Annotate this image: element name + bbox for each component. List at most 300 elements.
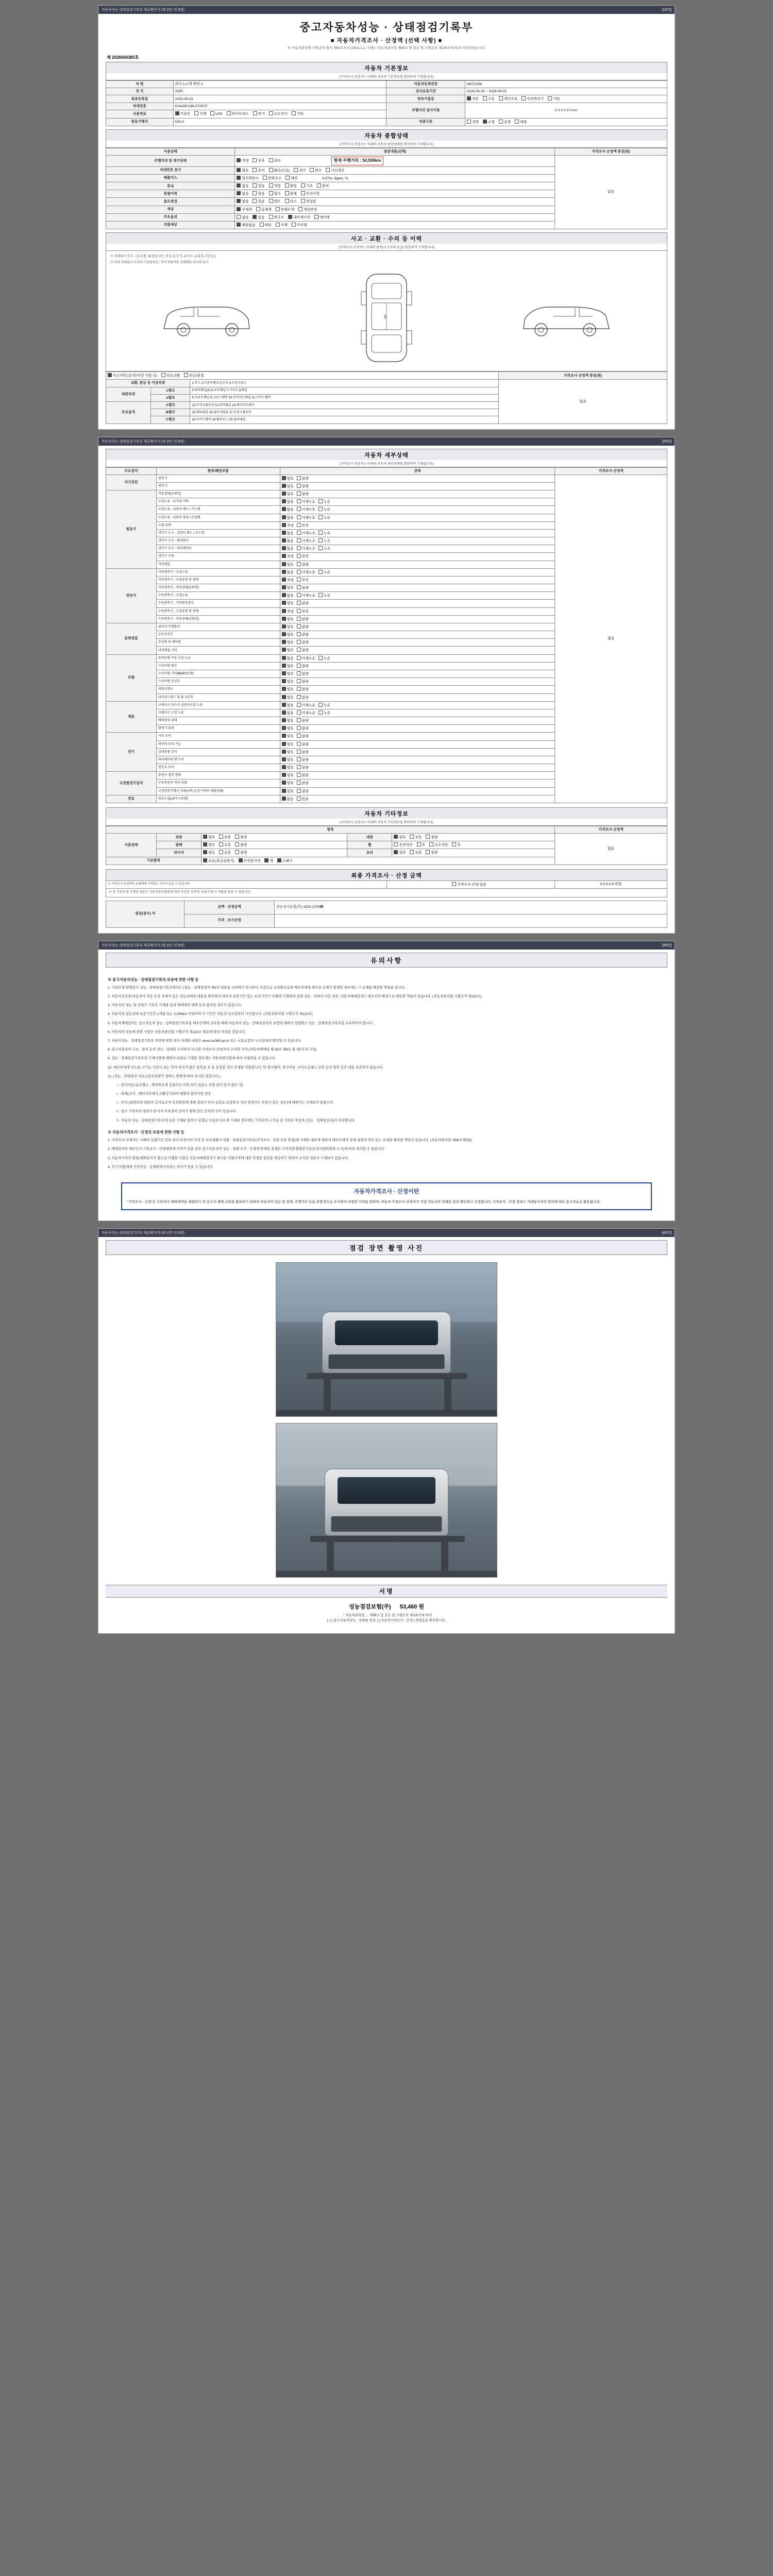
sheet-1-topbar (98, 6, 675, 14)
checkbox-불량[interactable]: 불량 (297, 781, 309, 786)
table-row (106, 880, 667, 888)
checkbox-accident-history[interactable]: 사고이력 (유/무/미상 사항 등) (108, 373, 157, 378)
table-row (106, 380, 667, 387)
checkbox-미세누수[interactable]: 미세누수 (297, 538, 315, 544)
checkbox-vin-damage[interactable]: 훼손(오손) (269, 168, 290, 173)
checkbox-부족[interactable]: 부족 (297, 554, 309, 559)
checkbox-없음[interactable]: 없음 (282, 656, 294, 661)
checkbox-없음[interactable]: 없음 (282, 570, 294, 575)
checkbox-glass-good[interactable]: 양호 (394, 850, 406, 855)
checkbox-양호[interactable]: 양호 (282, 734, 294, 739)
checkbox-wheel-front-r[interactable]: 조수석전 (429, 842, 448, 848)
detail-item-options (280, 592, 555, 600)
detail-group-label: 자기진단 (106, 474, 157, 490)
detail-item-label: 추진축 및 베어링 (157, 639, 280, 647)
detail-item-label: 오일누유 - 실린더 헤드 / 가스켓 (157, 506, 280, 514)
checkbox-미세누유[interactable]: 미세누유 (297, 570, 315, 575)
checkbox-있음[interactable]: 있음 (297, 796, 309, 802)
checkbox-양호[interactable]: 양호 (282, 562, 294, 567)
detail-item-options (280, 639, 555, 647)
checkbox-special-none[interactable]: 없음 (237, 191, 248, 196)
checkbox-불량[interactable]: 불량 (297, 726, 309, 731)
checkbox-없음[interactable]: 없음 (282, 703, 294, 708)
checkbox-양호[interactable]: 양호 (282, 750, 294, 755)
detail-item-options (280, 733, 555, 740)
checkbox-없음[interactable]: 없음 (282, 546, 294, 551)
signature-section-title: 서명 (106, 1585, 667, 1598)
checkbox-tuning-legal[interactable]: 적법 (269, 183, 281, 189)
notice-item: 8. 중고자동차의 구조 · 장치 등의 성능 · 상태를 고지하지 아니한 가격조사·산정자가 고지한 가격 (자동차매매업 제 55조 제6호 및 제7호의 규정) (108, 1048, 317, 1052)
checkbox-양호[interactable]: 양호 (282, 695, 294, 700)
checkbox-불량[interactable]: 불량 (297, 664, 309, 669)
detail-item-label: 자동변속기 - 오일누유 (157, 568, 280, 576)
field-value-bodytype (465, 118, 667, 126)
checkbox-누유[interactable]: 누유 (318, 593, 330, 598)
checkbox-적정[interactable]: 적정 (282, 554, 294, 559)
document-subtitle: ■ 자동차가격조사 · 산정액 (선택 사항) ■ (330, 38, 443, 44)
notice-item: ㄷ. 부식 (외판부위 외판의 길이효과적 특정위험에 대해 결과가 터나 실질로 상실하지 가던 한정비트 부분이 있는 경우)에 대해서는 기재되지 않습니다. (116, 1101, 334, 1105)
overall-state-table (106, 148, 667, 229)
notice-item: 10. 매수인에게 인도된 시기로 기준이 되는 얻어 버리지 않은 항목을 표 중 동일한 것이 존재할 적합합니다. 단 해지해야, 추가비용, 사이드글래스 부위 등의 항목 등은 내용 보증하지 않습니다. (108, 1065, 384, 1070)
checkbox-option-yes[interactable]: 있음 (253, 215, 264, 220)
checkbox-tuning-structure[interactable]: 구조 (301, 183, 313, 189)
notice-item: 1. 기록부에 발행일이 성능 · 상태점검기록부에서는 (성능 · 상태점검자 제3의 내용을 교차하기 아니하나 거짓으로 교차함으로써 매수인에게 재산상 손해가 발생한 경우에는 그 손해를 배상할 책임을 집니다. (108, 986, 406, 990)
checkbox-양호[interactable]: 양호 (282, 617, 294, 622)
detail-item-label: 라디에이터 팬 모터 (157, 756, 280, 764)
checkbox-polish-good[interactable]: 양호 (203, 842, 215, 848)
checkbox-누유[interactable]: 누유 (318, 656, 330, 661)
accident-legend-row (106, 372, 499, 380)
notice-item: 4. 특기사항(매매 신의성실 · 실제판매가격과는 차이가 있을 수 있습니다. (108, 1165, 213, 1169)
checkbox-양호[interactable]: 양호 (282, 624, 294, 630)
checkbox-panel-weld[interactable]: 판금/용접 (184, 373, 204, 378)
other-value-polish (201, 841, 347, 849)
table-row (106, 88, 667, 95)
checkbox-양호[interactable]: 양호 (282, 484, 294, 489)
other-label-exterior: 외장 (157, 834, 201, 841)
checkbox-불량[interactable]: 불량 (297, 640, 309, 645)
col-header-delta: 가격조사·산정액 증감(원) (555, 148, 667, 155)
checkbox-미세누수[interactable]: 미세누수 (297, 531, 315, 536)
row-value-tuning (235, 182, 555, 190)
checkbox-불량[interactable]: 불량 (297, 585, 309, 590)
section-overall-header: 자동차 종합상태 (106, 129, 667, 141)
detail-item-options (280, 631, 555, 639)
checkbox-wheel-rear-l[interactable]: 후 (417, 842, 426, 848)
checkbox-usechange-rent[interactable]: 렌트 (269, 199, 281, 204)
checkbox-recall-done[interactable]: 이행 (276, 223, 288, 228)
accident-delta-value: 없음 (499, 380, 667, 423)
checkbox-polish-bad[interactable]: 불량 (235, 842, 247, 848)
checkbox-불량[interactable]: 불량 (297, 695, 309, 700)
checkbox-exterior-good[interactable]: 양호 (203, 835, 215, 840)
checkbox-양호[interactable]: 양호 (282, 492, 294, 497)
section-detail-subtext: (가격조사·산정자는 아래의 자동차 세부상태를 확인하여 기재합니다) (106, 460, 667, 467)
checkbox-vin-none[interactable]: 아닌경우 (326, 168, 344, 173)
checkbox-양호[interactable]: 양호 (282, 671, 294, 676)
field-label-vin: 차대번호 (106, 103, 174, 110)
row-value-mileage-state (235, 155, 555, 166)
col-header-state: 상태 (280, 467, 555, 474)
photo-area (106, 1255, 667, 1585)
row-label-tuning: 튜닝 (106, 182, 235, 190)
field-value-plate: 38라1056 (465, 80, 667, 88)
photo-1-windshield (335, 1320, 438, 1345)
checkbox-누유[interactable]: 누유 (318, 710, 330, 716)
checkbox-불량[interactable]: 불량 (297, 773, 309, 778)
notice-list-2 (108, 1138, 665, 1171)
checkbox-mileage-high[interactable]: 과다 (269, 158, 281, 163)
checkbox-불량[interactable]: 불량 (297, 671, 309, 676)
checkbox-wheel-front-l[interactable]: 운전석전 (394, 842, 412, 848)
detail-item-options (280, 623, 555, 631)
checkbox-누수[interactable]: 누수 (318, 538, 330, 544)
detail-item-options (280, 686, 555, 693)
checkbox-불량[interactable]: 불량 (297, 617, 309, 622)
section-basic-header: 자동차 기본정보 (106, 62, 667, 73)
checkbox-exterior-bad[interactable]: 불량 (235, 835, 247, 840)
detail-item-label: 충전구 절연 상태 (157, 772, 280, 779)
checkbox-transmission-etc[interactable]: 기타 (548, 96, 560, 101)
price-total-value: 0 0 0 0 0 만원 (555, 880, 667, 888)
field-label-firstreg: 최초등록일 (106, 95, 174, 103)
price-check-cell (386, 880, 555, 888)
checkbox-emission-smoke[interactable]: 매연 (285, 176, 297, 181)
checkbox-interior-good[interactable]: 양호 (394, 835, 406, 840)
checkbox-불량[interactable]: 불량 (297, 757, 309, 762)
checkbox-recall-yes[interactable]: 해당 (260, 223, 272, 228)
checkbox-option-navi[interactable]: 내비게이션 (288, 215, 310, 220)
checkbox-양호[interactable]: 양호 (282, 726, 294, 731)
detail-item-options (280, 779, 555, 787)
sheet-1 (98, 5, 675, 430)
checkbox-없음[interactable]: 없음 (282, 499, 294, 504)
checkbox-없음[interactable]: 없음 (282, 507, 294, 512)
field-label-year: 연 식 (106, 88, 174, 95)
footer-note-line2: [ 1 ] 중고자동차성능 · 상태를 점검, [ ] 자동차가격조사 · 산정 ) 하였음을 확인합니다. (327, 1619, 446, 1623)
checkbox-미세누유[interactable]: 미세누유 (297, 515, 315, 520)
checkbox-usechange-business[interactable]: 영업용 (301, 199, 316, 204)
notice-body (106, 968, 667, 1177)
other-label-glass: 유리 (347, 849, 392, 857)
other-value-interior (392, 834, 555, 841)
checkbox-color-full-repaint[interactable]: 전체도색 (276, 207, 294, 212)
detail-group-label: 고전원전기장치 (106, 772, 157, 795)
checkbox-fuel-gasoline[interactable]: 가솔린 (175, 111, 191, 116)
field-value-firstreg: 2020-06-03 (173, 95, 386, 103)
checkbox-fuel-etc[interactable]: 기타 (292, 111, 304, 116)
row-label-emission: 배출가스 (106, 174, 235, 182)
field-value-engine: G3LA (173, 118, 386, 126)
photo-2-rear-bumper (331, 1516, 442, 1532)
checkbox-basic-jack[interactable]: 잭 (264, 858, 273, 863)
checkbox-불량[interactable]: 불량 (297, 718, 309, 723)
checkbox-없음[interactable]: 없음 (282, 710, 294, 716)
checkbox-누수[interactable]: 누수 (318, 531, 330, 536)
checkbox-양호[interactable]: 양호 (282, 679, 294, 684)
svg-text:3: 3 (383, 314, 386, 320)
checkbox-없음[interactable]: 없음 (282, 538, 294, 544)
checkbox-option-airbag[interactable]: 에어백 (314, 215, 330, 220)
detail-item-options (280, 568, 555, 576)
detail-group-label: 원동기 (106, 490, 157, 569)
checkbox-recall-na[interactable]: 해당없음 (237, 223, 255, 228)
detail-item-options (280, 740, 555, 748)
other-value-glass (392, 849, 555, 857)
checkbox-simple-exchange[interactable]: 단순교환 (161, 373, 180, 378)
checkbox-미세누수[interactable]: 미세누수 (297, 546, 315, 551)
checkbox-vin-alter[interactable]: 변조 (310, 168, 322, 173)
checkbox-양호[interactable]: 양호 (282, 687, 294, 692)
checkbox-적정[interactable]: 적정 (282, 609, 294, 614)
detail-item-options (280, 756, 555, 764)
detail-item-label: 파워크랭크 (157, 686, 280, 693)
checkbox-누유[interactable]: 누유 (318, 499, 330, 504)
checkbox-color-achromatic[interactable]: 무채색 (237, 207, 252, 212)
checkbox-양호[interactable]: 양호 (282, 742, 294, 747)
checkbox-interior-bad[interactable]: 불량 (426, 835, 438, 840)
document-title: 중고자동차성능 · 상태점검기록부 (299, 22, 474, 33)
checkbox-glass-normal[interactable]: 보통 (410, 850, 422, 855)
checkbox-양호[interactable]: 양호 (282, 789, 294, 794)
checkbox-불량[interactable]: 불량 (297, 734, 309, 739)
checkbox-tire-normal[interactable]: 보통 (219, 850, 231, 855)
col-header-other-item: 항목 (106, 826, 555, 833)
detail-item-label: 브레이크 오일 누유 (157, 709, 280, 717)
checkbox-interior-normal[interactable]: 보통 (410, 835, 422, 840)
checkbox-mileage-normal[interactable]: 적정 (237, 158, 248, 163)
checkbox-미세누유[interactable]: 미세누유 (297, 593, 315, 598)
checkbox-mileage-low[interactable]: 부족 (253, 158, 264, 163)
checkbox-누유[interactable]: 누유 (318, 703, 330, 708)
checkbox-vin-ok[interactable]: 양호 (237, 168, 248, 173)
checkbox-color-changed[interactable]: 색상변경 (298, 207, 317, 212)
checkbox-fuel-ev[interactable]: 전기 (253, 111, 265, 116)
guarantee-title: 자동차가격조사 · 산정이란 (354, 1188, 419, 1195)
checkbox-fuel-lpg[interactable]: LPG (210, 111, 223, 116)
checkbox-양호[interactable]: 양호 (282, 765, 294, 770)
usage-state-group-label: 사용상태 (106, 834, 157, 857)
checkbox-없음[interactable]: 없음 (282, 515, 294, 520)
checkbox-fuel-diesel[interactable]: 디젤 (194, 111, 206, 116)
checkbox-tire-good[interactable]: 양호 (203, 850, 215, 855)
checkbox-미세누유[interactable]: 미세누유 (297, 703, 315, 708)
col-header-major-device: 주요장치 (106, 467, 157, 474)
checkbox-누수[interactable]: 누수 (318, 546, 330, 551)
checkbox-bodytype-large[interactable]: 대형 (515, 120, 527, 125)
checkbox-special-fire[interactable]: 화재 (285, 191, 297, 196)
detail-item-label: 고전원전기배선 상태(피복,손상,커넥터 체결상태) (157, 787, 280, 795)
detail-state-table (106, 467, 667, 803)
notice-item: 9. 성능 · 상태점검기록부의 기재사항에 대하여 허위로 기재한 경우에는 자동차관리법에 따라 처벌받을 수 있습니다. (108, 1057, 276, 1061)
checkbox-양호[interactable]: 양호 (282, 773, 294, 778)
checkbox-불량[interactable]: 불량 (297, 624, 309, 630)
checkbox-불량[interactable]: 불량 (297, 765, 309, 770)
detail-item-options (280, 717, 555, 725)
notice-item: 3. 자동차가격의 범위(매매업자가 별도로 이행한 사항은 자동차매매업자가 제시한 거래가격에 대한 적정한 정보를 제공하기 위하여 조사한 내용이 기재되어 있습니다. (108, 1156, 349, 1160)
checkbox-불량[interactable]: 불량 (297, 562, 309, 567)
checkbox-option-sunroof[interactable]: 썬루프 (269, 215, 284, 220)
checkbox-불량[interactable]: 불량 (297, 789, 309, 794)
checkbox-불량[interactable]: 불량 (297, 601, 309, 606)
checkbox-부족[interactable]: 부족 (297, 523, 309, 528)
rank-label-b: B랭크 (151, 409, 190, 416)
checkbox-transmission-cvt[interactable]: 무단변속기 (522, 96, 544, 101)
checkbox-미세누유[interactable]: 미세누유 (297, 507, 315, 512)
checkbox-vin-diff[interactable]: 상이 (294, 168, 306, 173)
checkbox-불량[interactable]: 불량 (297, 632, 309, 637)
table-row (106, 914, 667, 927)
notice-item: ㅁ. 자동차 성능 · 상태점검기록부에 보증 기재된 항목이 실제로 사실과 다르게 기재된 경우에도 기록부의 근거로 본 기록부 작성자 (성능 · 상태점검자)가 부담합니다. (116, 1118, 356, 1123)
checkbox-부족[interactable]: 부족 (297, 609, 309, 614)
topbar-page-mark-3: [3/6면] (662, 943, 671, 947)
inspector-group-label: 점검(검사) 자 (106, 901, 184, 927)
detail-group-label: 전기 (106, 733, 157, 772)
notice-item: 2. 자동차등록증(자동차가 자동 등록 요에서 있는 성능상태검 내용을 확인하여 대부의 보증기간 있는 보증기간이 아래에 기재하되 실에 성능 · 상태가 다른 경우, 자동차매매업자는 매수인의 배상으로 배상할 책임이 있습니다. (자동차관리법 시행규칙 제120조) (108, 995, 482, 999)
rank-label-a: A랭크 (151, 402, 190, 409)
checkbox-transmission-auto[interactable]: 자동 (467, 96, 479, 101)
checkbox-tuning-yes[interactable]: 있음 (253, 183, 264, 189)
notice-item: ㄹ. 음소 기록부의 범위가 본거지 주요장치 길이가 휠에 같은 문자의 것이 있습니다. (116, 1110, 237, 1114)
checkbox-양호[interactable]: 양호 (282, 648, 294, 653)
car-top-view-diagram (353, 269, 420, 367)
checkbox-polish-normal[interactable]: 보통 (219, 842, 231, 848)
checkbox-누유[interactable]: 누유 (318, 515, 330, 520)
table-header-row (106, 826, 667, 833)
checkbox-누유[interactable]: 누유 (318, 570, 330, 575)
checkbox-tuning-illegal[interactable]: 불법 (285, 183, 297, 189)
checkbox-불량[interactable]: 불량 (297, 750, 309, 755)
checkbox-fuel-h2[interactable]: 수소전기 (269, 111, 288, 116)
checkbox-양호[interactable]: 양호 (282, 632, 294, 637)
checkbox-적정[interactable]: 적정 (282, 578, 294, 583)
checkbox-bodytype-mid[interactable]: 중형 (499, 120, 511, 125)
checkbox-양호[interactable]: 양호 (282, 757, 294, 762)
sheet-3 (98, 941, 675, 1221)
checkbox-양호[interactable]: 양호 (282, 781, 294, 786)
checkbox-bodytype-compact[interactable]: 소형 (483, 120, 495, 125)
checkbox-price-surveyed[interactable]: 가격조사·산정 있음 (452, 882, 486, 887)
checkbox-불량[interactable]: 불량 (297, 492, 309, 497)
title-block (106, 17, 667, 52)
checkbox-basic-spanner[interactable]: 스패너 (277, 858, 293, 863)
checkbox-없음[interactable]: 없음 (282, 531, 294, 536)
section-price-header: 최종 가격조사 · 산정 금액 (106, 869, 667, 880)
checkbox-special-repair[interactable]: 수리이력 (301, 191, 320, 196)
detail-item-label: 냉각수 누수 - 라디에이터 (157, 545, 280, 553)
field-label-fuel: 사용연료 (106, 110, 174, 118)
checkbox-wheel-rear-r[interactable]: 후 (452, 842, 461, 848)
detail-item-options (280, 701, 555, 709)
checkbox-emission-co[interactable]: 일산화탄소 (237, 176, 259, 181)
detail-item-label: 클러치 어셈블리 (157, 623, 280, 631)
checkbox-미세누유[interactable]: 미세누유 (297, 710, 315, 716)
table-header-row (106, 148, 667, 155)
checkbox-미세누유[interactable]: 미세누유 (297, 499, 315, 504)
basic-items-value (201, 857, 555, 865)
checkbox-option-none[interactable]: 없음 (237, 215, 248, 220)
table-row (106, 834, 667, 841)
frame-label: 주요골격 (106, 402, 151, 424)
detail-item-label: 브레이크 마스터 실린더오일 누유 (157, 701, 280, 709)
diagram-note-2: ※ 하단 상태표시 부호의 기준판단은, 기타 차량자동 상태판단 문자와 표기 (110, 261, 209, 264)
checkbox-special-yes[interactable]: 있음 (253, 191, 264, 196)
row-value-recall (235, 221, 555, 229)
row-label-special: 특별이력 (106, 190, 235, 198)
notice-item: 3. 자동차의 성능 및 상태가 기록부 기재와 달라 매매계약 해제 등의 불리한 경우가 있습니다. (108, 1004, 242, 1008)
checkbox-불량[interactable]: 불량 (297, 742, 309, 747)
overall-delta-value: 없음 (555, 155, 667, 229)
topbar-left-text: 자동차성능·상태점검기록부 제공확인서 (제 1면 / 전 6면) (102, 8, 184, 12)
checkbox-recall-notdone[interactable]: 미이행 (292, 223, 307, 228)
checkbox-basic-manual[interactable]: 보유(취급설명서) (203, 858, 234, 863)
detail-group-label: 변속기 (106, 568, 157, 623)
other-value-wheel (392, 841, 555, 849)
checkbox-불량[interactable]: 불량 (297, 484, 309, 489)
checkbox-양호[interactable]: 양호 (282, 664, 294, 669)
checkbox-usechange-yes[interactable]: 있음 (253, 199, 264, 204)
checkbox-미세누유[interactable]: 미세누유 (297, 656, 315, 661)
checkbox-양호[interactable]: 양호 (282, 601, 294, 606)
notice-sublist (108, 1082, 665, 1124)
field-value-vin: KNADE11BLS7297Z (173, 103, 386, 110)
detail-item-label: 자동변속기 - 작동상태(공회전) (157, 584, 280, 592)
checkbox-누유[interactable]: 누유 (318, 507, 330, 512)
checkbox-양호[interactable]: 양호 (282, 476, 294, 481)
detail-item-options (280, 561, 555, 568)
checkbox-special-flood[interactable]: 침수 (269, 191, 281, 196)
checkbox-bodytype-small[interactable]: 경형 (467, 120, 479, 125)
checkbox-tire-bad[interactable]: 불량 (235, 850, 247, 855)
checkbox-양호[interactable]: 양호 (282, 640, 294, 645)
checkbox-양호[interactable]: 양호 (282, 718, 294, 723)
checkbox-color-chromatic[interactable]: 유채색 (256, 207, 272, 212)
detail-item-options (280, 607, 555, 615)
photo-1-lift-post-left (324, 1379, 331, 1411)
checkbox-불량[interactable]: 불량 (297, 687, 309, 692)
checkbox-없음[interactable]: 없음 (282, 593, 294, 598)
detail-item-options (280, 670, 555, 677)
checkbox-usechange-lease[interactable]: 리스 (285, 199, 297, 204)
checkbox-transmission-manual[interactable]: 수동 (483, 96, 495, 101)
checkbox-usechange-none[interactable]: 없음 (237, 199, 248, 204)
topbar-left-text-4: 자동차성능·상태점검기록부 제공확인서 (제 1면 / 전 6면) (102, 1231, 184, 1235)
checkbox-부족[interactable]: 부족 (297, 578, 309, 583)
checkbox-적정[interactable]: 적정 (282, 523, 294, 528)
document-number: 제 2026004385호 (107, 55, 139, 60)
table-row (106, 372, 667, 380)
checkbox-tuning-device[interactable]: 장치 (317, 183, 329, 189)
detail-item-options (280, 764, 555, 772)
checkbox-transmission-semi[interactable]: 세미오토 (499, 96, 517, 101)
checkbox-vin-corrosion[interactable]: 부식 (253, 168, 264, 173)
final-price-table (106, 880, 667, 889)
checkbox-exterior-normal[interactable]: 보통 (219, 835, 231, 840)
notice-heading-1: ※ 중고자동차성능 · 상태점검기록의 보증에 관한 사항 등 (108, 977, 199, 982)
signature-line (106, 1598, 667, 1612)
detail-group-label: 연료 (106, 795, 157, 803)
checkbox-glass-bad[interactable]: 불량 (426, 850, 438, 855)
checkbox-tuning-none[interactable]: 없음 (237, 183, 248, 189)
checkbox-불량[interactable]: 불량 (297, 648, 309, 653)
checkbox-basic-tools[interactable]: 안전삼각대 (239, 858, 261, 863)
checkbox-불량[interactable]: 불량 (297, 476, 309, 481)
checkbox-emission-hc[interactable]: 탄화수소 (263, 176, 281, 181)
checkbox-없음[interactable]: 없음 (282, 796, 294, 802)
checkbox-양호[interactable]: 양호 (282, 585, 294, 590)
checkbox-fuel-hybrid[interactable]: 하이브리드 (227, 111, 249, 116)
checkbox-불량[interactable]: 불량 (297, 679, 309, 684)
